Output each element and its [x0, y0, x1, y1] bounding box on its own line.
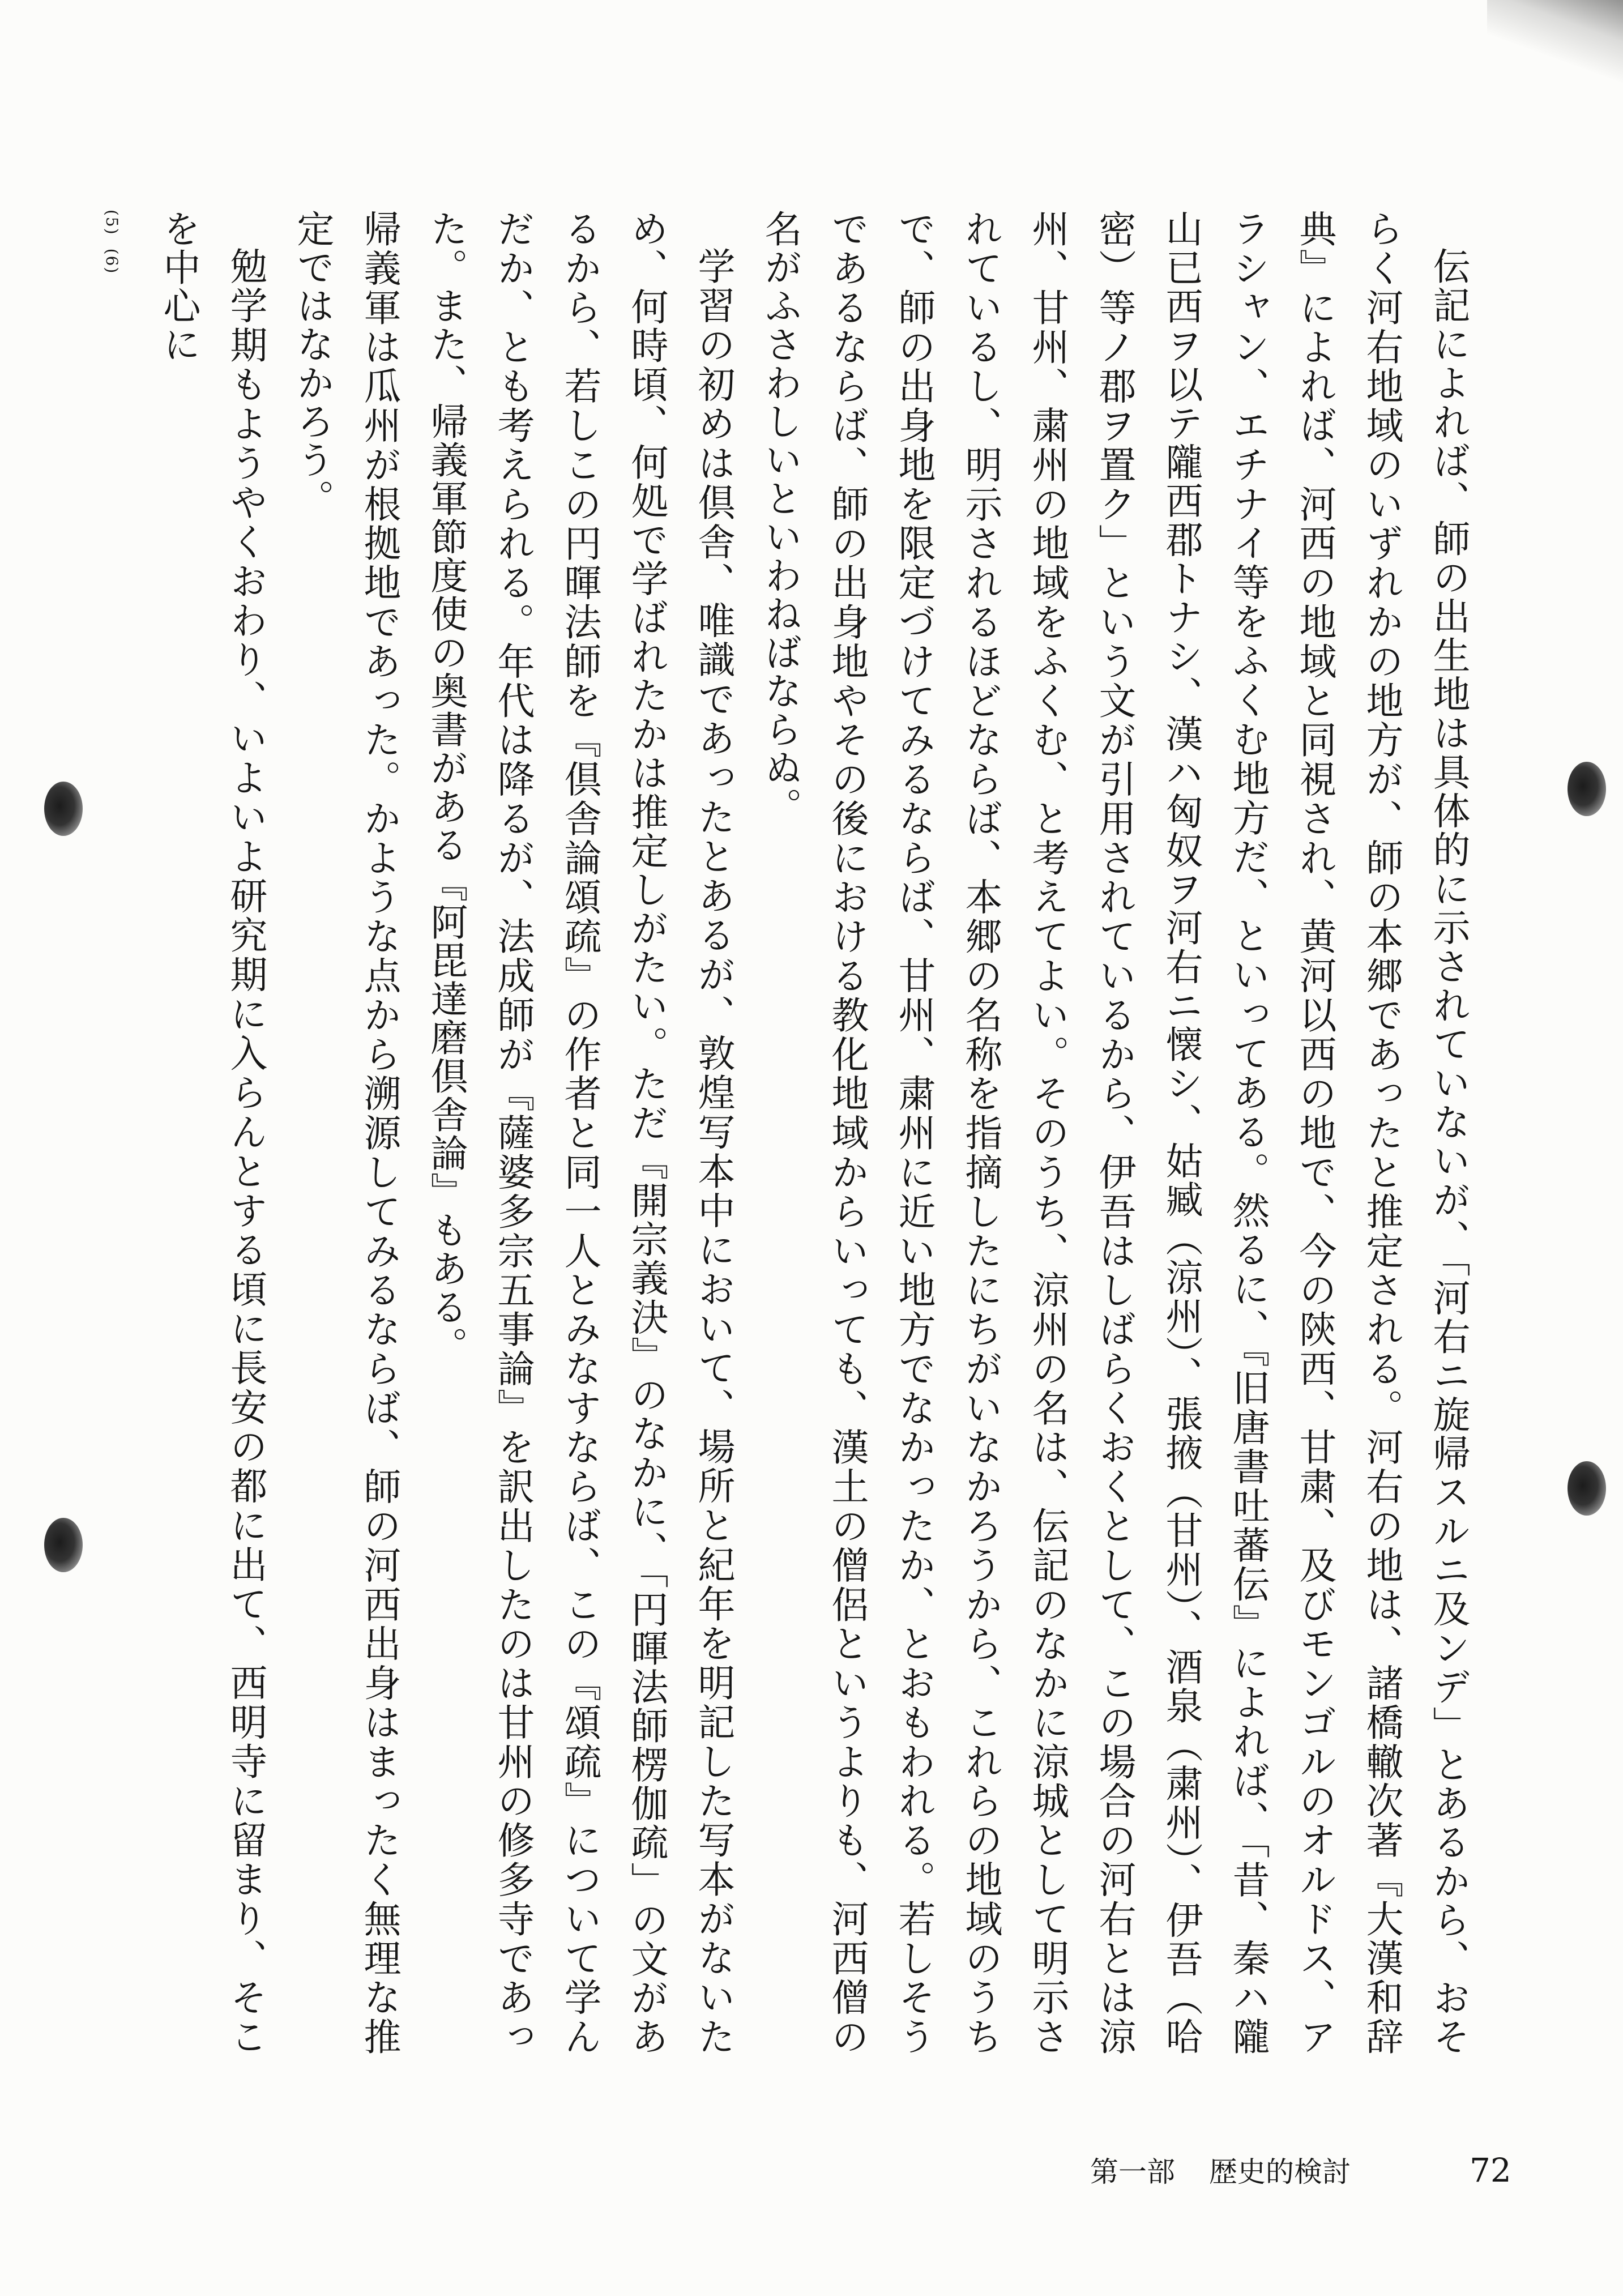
punch-hole-left [44, 782, 83, 836]
footnote-ref-6: (6) [102, 248, 121, 275]
footer-section: 歴史的検討 [1209, 2156, 1351, 2188]
footnote-ref-5: (5) [102, 210, 121, 236]
page-footer [1090, 2149, 1511, 2200]
punch-hole-right-lower [1568, 1461, 1606, 1516]
paragraph-studies: 学習の初めは倶舎、唯識であったとあるが、敦煌写本中において、場所と紀年を明記した写本がないため、何時頃、何処で学ばれたかは推定しがたい。ただ『開宗義決』のなかに、「円暉法師楞伽疏」の文があるから、若しこの円暉法師を『倶舎論頌疏』の作者と同一人とみなすならば、この『頌疏』について学んだか、とも考えられる。年代は降るが、法成師が『薩婆多宗五事論』を訳出したのは甘州の修多寺であった。また、帰義軍節度使の奥書がある『阿毘達磨倶舎論』もある。 [424, 210, 735, 2056]
page-number: 72 [1470, 2151, 1511, 2190]
paragraph-birthplace: 伝記によれば、師の出生地は具体的に示されていないが、「河右ニ旋帰スルニ及ンデ」とあるから、おそらく河右地域のいずれかの地方が、師の本郷であったと推定される。河右の地は、諸橋轍次著『大漢和辞典』によれば、河西の地域と同視され、黄河以西の地で、今の陝西、甘粛、及びモンゴルのオルドス、アラシャン、エチナイ等をふくむ地方だ、といってある。然るに、『旧唐書吐蕃伝』によれば、「昔、秦ハ隴山已西ヲ以テ隴西郡トナシ、漢ハ匈奴ヲ河右ニ懐シ、姑臧（涼州）、張掖（甘州）、酒泉（粛州）、伊吾（哈密）等ノ郡ヲ置ク」という文が引用されているから、伊吾はしばらくおくとして、この場合の河右とは涼州、甘州、粛州の地域をふくむ、と考えてよい。そのうち、涼州の名は、伝記のなかに涼城として明示されているし、明示されるほどならば、本郷の名称を指摘したにちがいなかろうから、これらの地域のうちで、師の出身地を限定づけてみるならば、甘州、粛州に近い地方でなかったか、とおもわれる。若しそうであるならば、師の出身地やその後における教化地域からいっても、漢土の僧侶というよりも、河西僧の名がふさわしいといわねばならぬ。 [758, 210, 1470, 2056]
paragraph-guiyijun: 帰義軍は瓜州が根拠地であった。かような点から溯源してみるならば、師の河西出身はまったく無理な推定ではなかろう。 [291, 210, 401, 2056]
vertical-body-text [78, 210, 1481, 2056]
footer-part: 第一部 [1090, 2156, 1175, 2188]
scan-shadow-corner [1487, 0, 1623, 91]
paragraph-changan: 勉学期もようやくおわり、いよいよ研究期に入らんとする頃に長安の都に出て、西明寺に留まり、そこを中心に [157, 210, 267, 2056]
punch-hole-right [1568, 762, 1606, 816]
punch-hole-left-lower [44, 1518, 83, 1572]
